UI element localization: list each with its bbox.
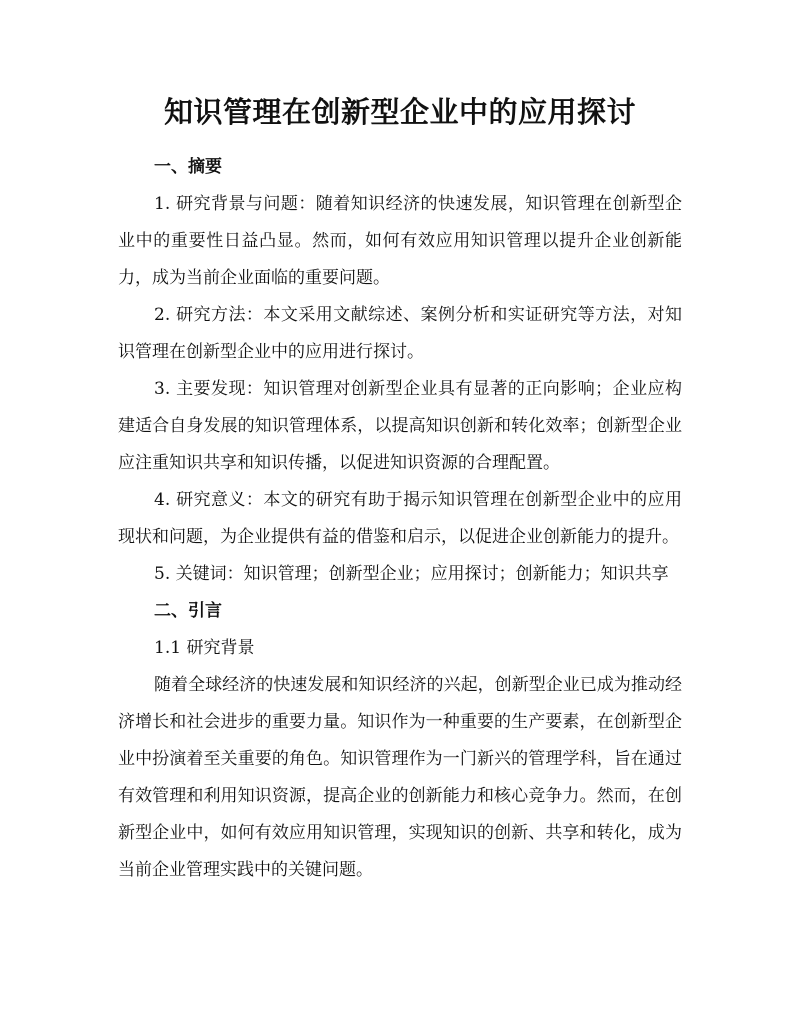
abstract-heading: 一、摘要	[154, 157, 222, 177]
research-background-paragraph: 随着全球经济的快速发展和知识经济的兴起，创新型企业已成为推动经济增长和社会进步的重要力量。知识作为一种重要的生产要素，在创新型企业中扮演着至关重要的角色。知识管理作为一门新兴的管理学科，旨在通过有效管理和利用知识资源，提高企业的创新能力和核心竞争力。然而，在创新型企业中，如何有效应用知识管理，实现知识的创新、共享和转化，成为当前企业管理实践中的关键问题。	[118, 675, 682, 880]
document-title: 知识管理在创新型企业中的应用探讨	[163, 95, 636, 129]
abstract-item-significance: 4. 研究意义：本文的研究有助于揭示知识管理在创新型企业中的应用现状和问题，为企业提供有益的借鉴和启示，以促进企业创新能力的提升。	[118, 490, 682, 547]
abstract-item-findings: 3. 主要发现：知识管理对创新型企业具有显著的正向影响；企业应构建适合自身发展的知识管理体系，以提高知识创新和转化效率；创新型企业应注重知识共享和知识传播，以促进知识资源的合理配置。	[118, 379, 682, 473]
introduction-heading: 二、引言	[154, 601, 222, 621]
abstract-item-methods: 2. 研究方法：本文采用文献综述、案例分析和实证研究等方法，对知识管理在创新型企业中的应用进行探讨。	[118, 305, 682, 362]
abstract-item-background: 1. 研究背景与问题：随着知识经济的快速发展，知识管理在创新型企业中的重要性日益凸显。然而，如何有效应用知识管理以提升企业创新能力，成为当前企业面临的重要问题。	[118, 194, 682, 288]
abstract-item-keywords: 5. 关键词：知识管理；创新型企业；应用探讨；创新能力；知识共享	[154, 564, 669, 584]
research-background-subheading: 1.1 研究背景	[154, 638, 255, 658]
